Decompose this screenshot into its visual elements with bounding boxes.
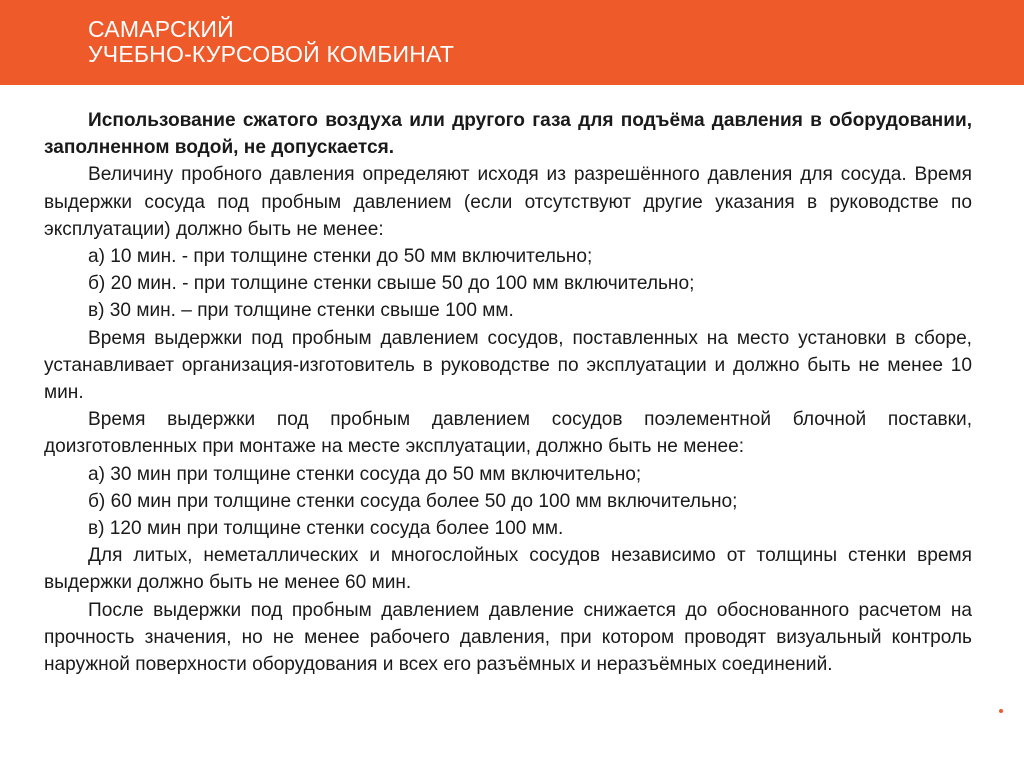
brand-line-1: САМАРСКИЙ [88, 16, 234, 42]
paragraph-after-test: После выдержки под пробным давлением давление снижается до обоснованного расчетом на прочность значения, но не менее рабочего давления, при котором проводят визуальный контроль наружной поверхности оборудования и всех его разъёмных и неразъёмных соединений. [44, 599, 972, 676]
brand-line-2: УЧЕБНО-КУРСОВОЙ КОМБИНАТ [88, 41, 455, 67]
list-item: а) 30 мин при толщине стенки сосуда до 50 мм включительно; [88, 463, 642, 485]
list-item: б) 60 мин при толщине стенки сосуда более 50 до 100 мм включительно; [88, 490, 738, 512]
paragraph-test-pressure: Величину пробного давления определяют исходя из разрешённого давления для сосуда. Время выдержки сосуда под пробным давлением (если отсутствуют другие указания в руководстве по эксплуатации) должно быть не менее: [44, 164, 972, 240]
document-body [44, 107, 972, 678]
paragraph-warning: Использование сжатого воздуха или другого газа для подъёма давления в оборудовании, заполненном водой, не допускается. [44, 110, 972, 159]
list-item: б) 20 мин. - при толщине стенки свыше 50 до 100 мм включительно; [88, 273, 695, 295]
list-item: а) 10 мин. - при толщине стенки до 50 мм включительно; [88, 246, 593, 268]
paragraph-cast-vessels: Для литых, неметаллических и многослойных сосудов независимо от толщины стенки время выдержки должно быть не менее 60 мин. [44, 545, 972, 594]
paragraph-assembled-vessels: Время выдержки под пробным давлением сосудов, поставленных на место установки в сборе, устанавливает организация-изготовитель в руководстве по эксплуатации и должно быть не менее 10 мин. [44, 327, 972, 404]
brand-logo-text [88, 17, 454, 67]
list-item: в) 30 мин. – при толщине стенки свыше 100 мм. [88, 300, 514, 322]
paragraph-block-supply: Время выдержки под пробным давлением сосудов поэлементной блочной поставки, доизготовленных при монтаже на месте эксплуатации, должно быть не менее: [44, 409, 972, 458]
list-item: в) 120 мин при толщине стенки сосуда более 100 мм. [88, 518, 564, 540]
header-band [0, 0, 1024, 85]
decorative-dot [999, 709, 1003, 713]
